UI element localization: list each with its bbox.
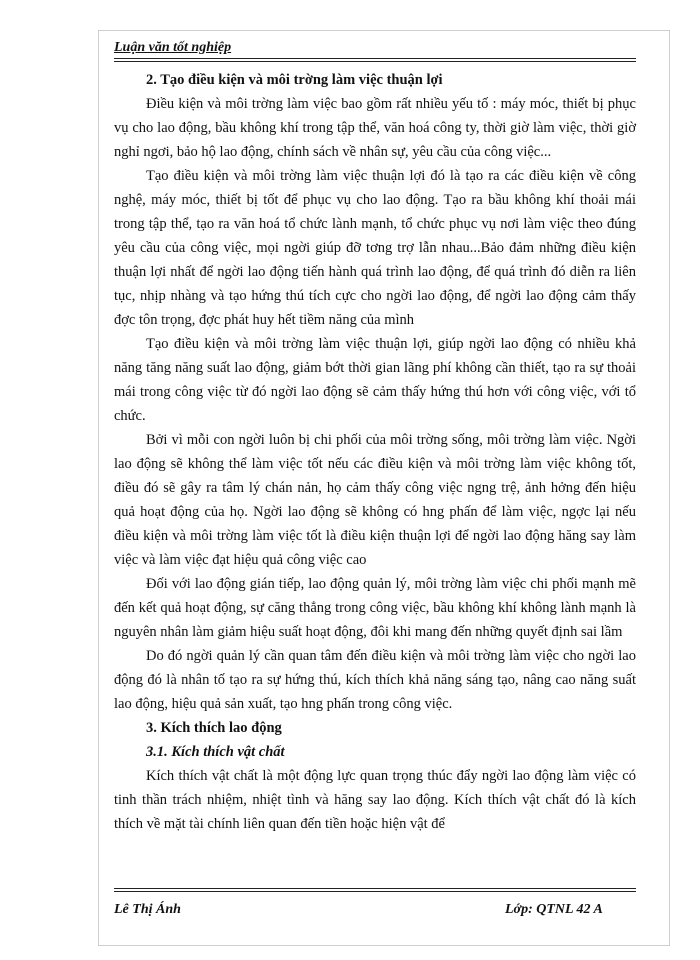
- paragraph: Do đó ngời quản lý cần quan tâm đến điều kiện và môi trờng làm việc cho ngời lao động đó là nhân tố tạo ra sự hứng thú, kích thích khả năng sáng tạo, nâng cao năng suất lao động, hiệu quả sản xuất, tạo hng phấn trong công việc.: [114, 648, 636, 712]
- section-3-heading: 3. Kích thích lao động: [146, 720, 282, 736]
- paragraph: Bởi vì mỗi con ngời luôn bị chi phối của môi trờng sống, môi trờng làm việc. Ngời lao động sẽ không thể làm việc tốt nếu các điều kiện và môi trờng làm việc không tốt, điều đó sẽ gây ra tâm lý chán nản, họ cảm thấy công việc ngng trệ, ảnh hởng đến hiệu quả hoạt động của họ. Ngời lao động sẽ không có hng phấn để làm việc, ngợc lại nếu điều kiện và môi trờng làm việc tốt là điều kiện thuận lợi để ngời lao động hăng say làm việc và làm việc đạt hiệu quả công việc cao: [114, 432, 636, 568]
- header-rule: [114, 58, 636, 62]
- footer-author: Lê Thị Ánh: [114, 902, 181, 917]
- paragraph: Điều kiện và môi trờng làm việc bao gồm rất nhiều yếu tố : máy móc, thiết bị phục vụ cho lao động, bầu không khí trong tập thể, văn hoá công ty, thời giờ làm việc, thời giờ nghỉ ngơi, bảo hộ lao động, chính sách về nhân sự, yêu cầu của công việc...: [114, 96, 636, 160]
- section-2-heading: 2. Tạo điều kiện và môi trờng làm việc thuận lợi: [146, 72, 443, 88]
- paragraph: Kích thích vật chất là một động lực quan trọng thúc đẩy ngời lao động làm việc có tinh thần trách nhiệm, nhiệt tình và hăng say lao động. Kích thích vật chất đó là kích thích về mặt tài chính liên quan đến tiền hoặc hiện vật để: [114, 768, 636, 832]
- paragraph: Tạo điều kiện và môi trờng làm việc thuận lợi đó là tạo ra các điều kiện về công nghệ, máy móc, thiết bị tốt để phục vụ cho lao động. Tạo ra bầu không khí thoải mái trong tập thể, tạo ra văn hoá tổ chức lành mạnh, tổ chức phục vụ nơi làm việc theo đúng yêu cầu của công việc, mọi ngời giúp đỡ tơng trợ lẫn nhau...Bảo đảm những điều kiện thuận lợi nhất để ngời lao động tiến hành quá trình lao động, để quá trình đó diễn ra liên tục, nhịp nhàng và tạo hứng thú tích cực cho ngời lao động, để ngời lao động cảm thấy đợc tôn trọng, đợc phát huy hết tiềm năng của mình: [114, 168, 636, 328]
- section-3-1-subheading: 3.1. Kích thích vật chất: [146, 744, 285, 760]
- footer-class: Lớp: QTNL 42 A: [505, 902, 603, 917]
- footer-rule: [114, 888, 636, 892]
- document-body: [114, 68, 636, 836]
- header-title: Luận văn tốt nghiệp: [114, 40, 232, 55]
- paragraph: Đối với lao động gián tiếp, lao động quản lý, môi trờng làm việc chi phối mạnh mẽ đến kết quả hoạt động, sự căng thẳng trong công việc, bầu không khí không lành mạnh là nguyên nhân làm giảm hiệu suất hoạt động, đôi khi mang đến những quyết định sai lầm: [114, 576, 636, 640]
- paragraph: Tạo điều kiện và môi trờng làm việc thuận lợi, giúp ngời lao động có nhiều khả năng tăng năng suất lao động, giảm bớt thời gian lãng phí không cần thiết, tạo ra sự thoải mái trong công việc từ đó ngời lao động sẽ cảm thấy hứng thú hơn với công việc, với tổ chức.: [114, 336, 636, 424]
